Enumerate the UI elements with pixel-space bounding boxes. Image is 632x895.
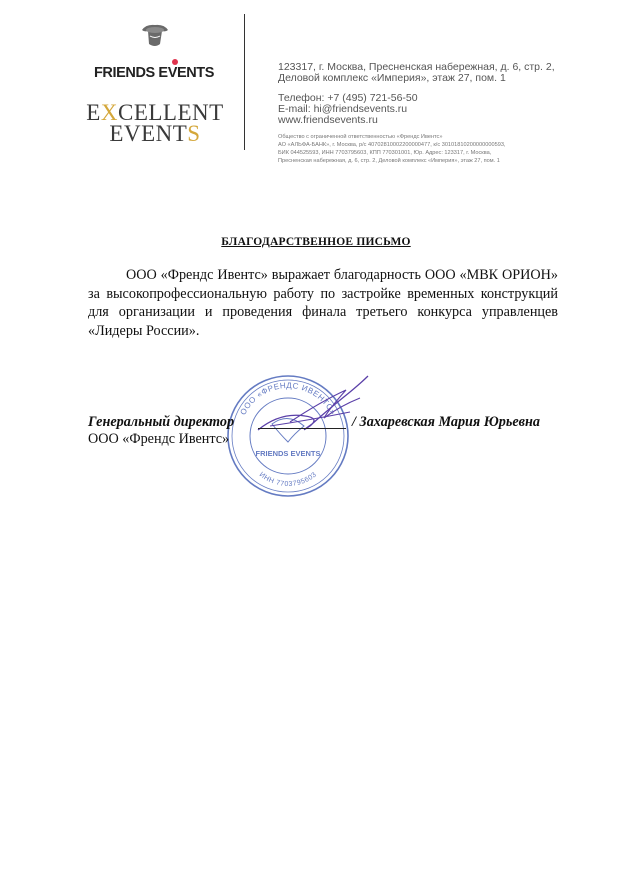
hat-person-icon [138,22,172,50]
legal-line: Пресненская набережная, д. 6, стр. 2, Деловой комплекс «Империя», этаж 27, пом. 1 [278,158,500,164]
stamp-text-center: FRIENDS EVENTS [255,449,321,458]
signatory-position: Генеральный директор [88,414,235,430]
stamp-text-bottom: ИНН 7703795603 [257,471,319,489]
email-address: E-mail: hi@friendsevents.ru [278,103,408,115]
signatory-full-name: Захаревская Мария Юрьевна [359,414,540,430]
excellent-logo-line2: EVENTS [109,121,201,146]
friends-events-logo: FRIENDS EVENTS [93,65,215,81]
address-line-2: Деловой комплекс «Империя», этаж 27, пом. 1 [278,72,506,84]
phone-number: Телефон: +7 (495) 721-56-50 [278,92,418,104]
letter-title: БЛАГОДАРСТВЕННОЕ ПИСЬМО [221,236,411,248]
signature-line [258,428,346,429]
legal-line: АО «АЛЬФА-БАНК», г. Москва, р/с 40702810002200000477, к/с 30101810200000000593, [278,142,506,148]
letter-paragraph: ООО «Френдс Ивентс» выражает благодарность ООО «МВК ОРИОН» за высокопрофессиональную работу по застройке временных конструкций для организации и проведения финала третьего конкурса управленцев «Лидеры России». [88,267,558,339]
handwritten-signature [250,372,380,442]
header-divider [244,14,245,150]
address-line-1: 123317, г. Москва, Пресненская набережная, д. 6, стр. 2, [278,61,555,73]
signature-separator: / [352,414,356,430]
stamp-text-top: ООО «ФРЕНДС ИВЕНТС» [238,380,338,417]
legal-line: БИК 044525593, ИНН 7703795603, КПП 770301001, Юр. Адрес: 123317, г. Москва, [278,150,492,156]
legal-details [278,133,568,165]
signatory-company: ООО «Френдс Ивентс» [88,431,230,447]
signatory-name [352,414,540,431]
website-link[interactable]: www.friendsevents.ru [278,114,378,126]
excellent-logo-line1: EXCELLENT [86,100,224,125]
legal-line: Общество с ограниченной ответственностью «Френдс Ивентс» [278,134,443,140]
